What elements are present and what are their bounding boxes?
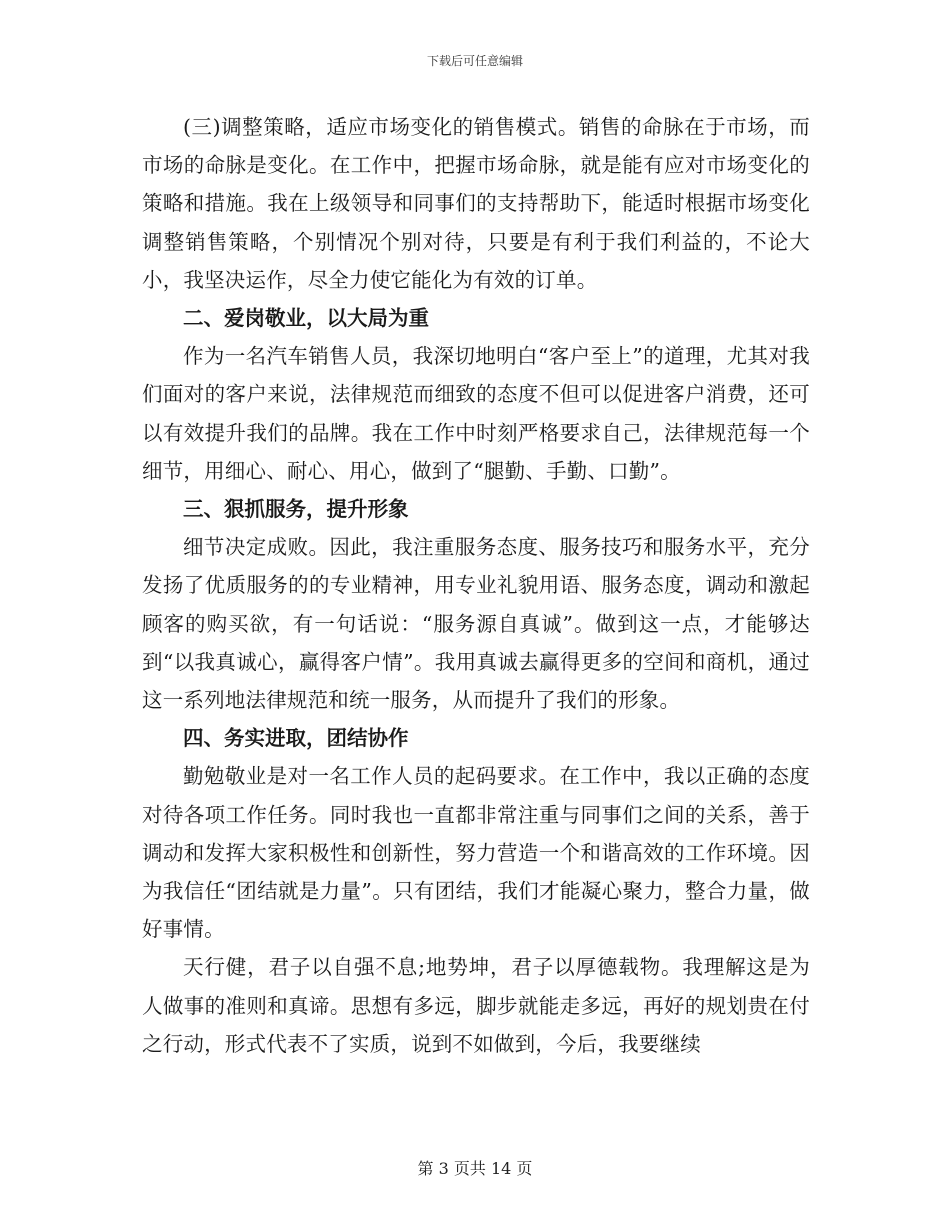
heading-teamwork: 四、务实进取，团结协作 (183, 726, 409, 751)
heading-service: 三、狠抓服务，提升形象 (183, 497, 409, 522)
heading-dedication: 二、爱岗敬业，以大局为重 (183, 306, 429, 331)
page-header-note: 下载后可任意编辑 (426, 54, 523, 68)
page-number: 第 3 页共 14 页 (417, 1159, 533, 1178)
paragraph-dedication: 作为一名汽车销售人员，我深切地明白“客户至上”的道理，尤其对我们面对的客户来说，法律规范而细致的态度不但可以促进客户消费，还可以有效提升我们的品牌。我在工作中时刻严格要求自己，法律规范每一个细节，用细心、耐心、用心，做到了“腿勤、手勤、口勤”。 (142, 344, 810, 483)
paragraph-service: 细节决定成败。因此，我注重服务态度、服务技巧和服务水平，充分发扬了优质服务的的专业精神，用专业礼貌用语、服务态度，调动和激起顾客的购买欲，有一句话说：“服务源自真诚”。做到这一点，才能够达到“以我真诚心，赢得客户情”。我用真诚去赢得更多的空间和商机，通过这一系列地法律规范和统一服务，从而提升了我们的形象。 (142, 535, 810, 713)
document-body (142, 108, 810, 1063)
paragraph-strategy: (三)调整策略，适应市场变化的销售模式。销售的命脉在于市场，而市场的命脉是变化。在工作中，把握市场命脉，就是能有应对市场变化的策略和措施。我在上级领导和同事们的支持帮助下，能适时根据市场变化调整销售策略，个别情况个别对待，只要是有利于我们利益的，不论大小，我坚决运作，尽全力使它能化为有效的订单。 (142, 115, 810, 292)
paragraph-conclusion: 天行健，君子以自强不息;地势坤，君子以厚德载物。我理解这是为人做事的准则和真谛。思想有多远，脚步就能走多远，再好的规划贵在付之行动，形式代表不了实质，说到不如做到，今后，我要继续 (142, 955, 810, 1056)
paragraph-teamwork: 勤勉敬业是对一名工作人员的起码要求。在工作中，我以正确的态度对待各项工作任务。同时我也一直都非常注重与同事们之间的关系，善于调动和发挥大家积极性和创新性，努力营造一个和谐高效的工作环境。因为我信任“团结就是力量”。只有团结，我们才能凝心聚力，整合力量，做好事情。 (142, 764, 810, 942)
